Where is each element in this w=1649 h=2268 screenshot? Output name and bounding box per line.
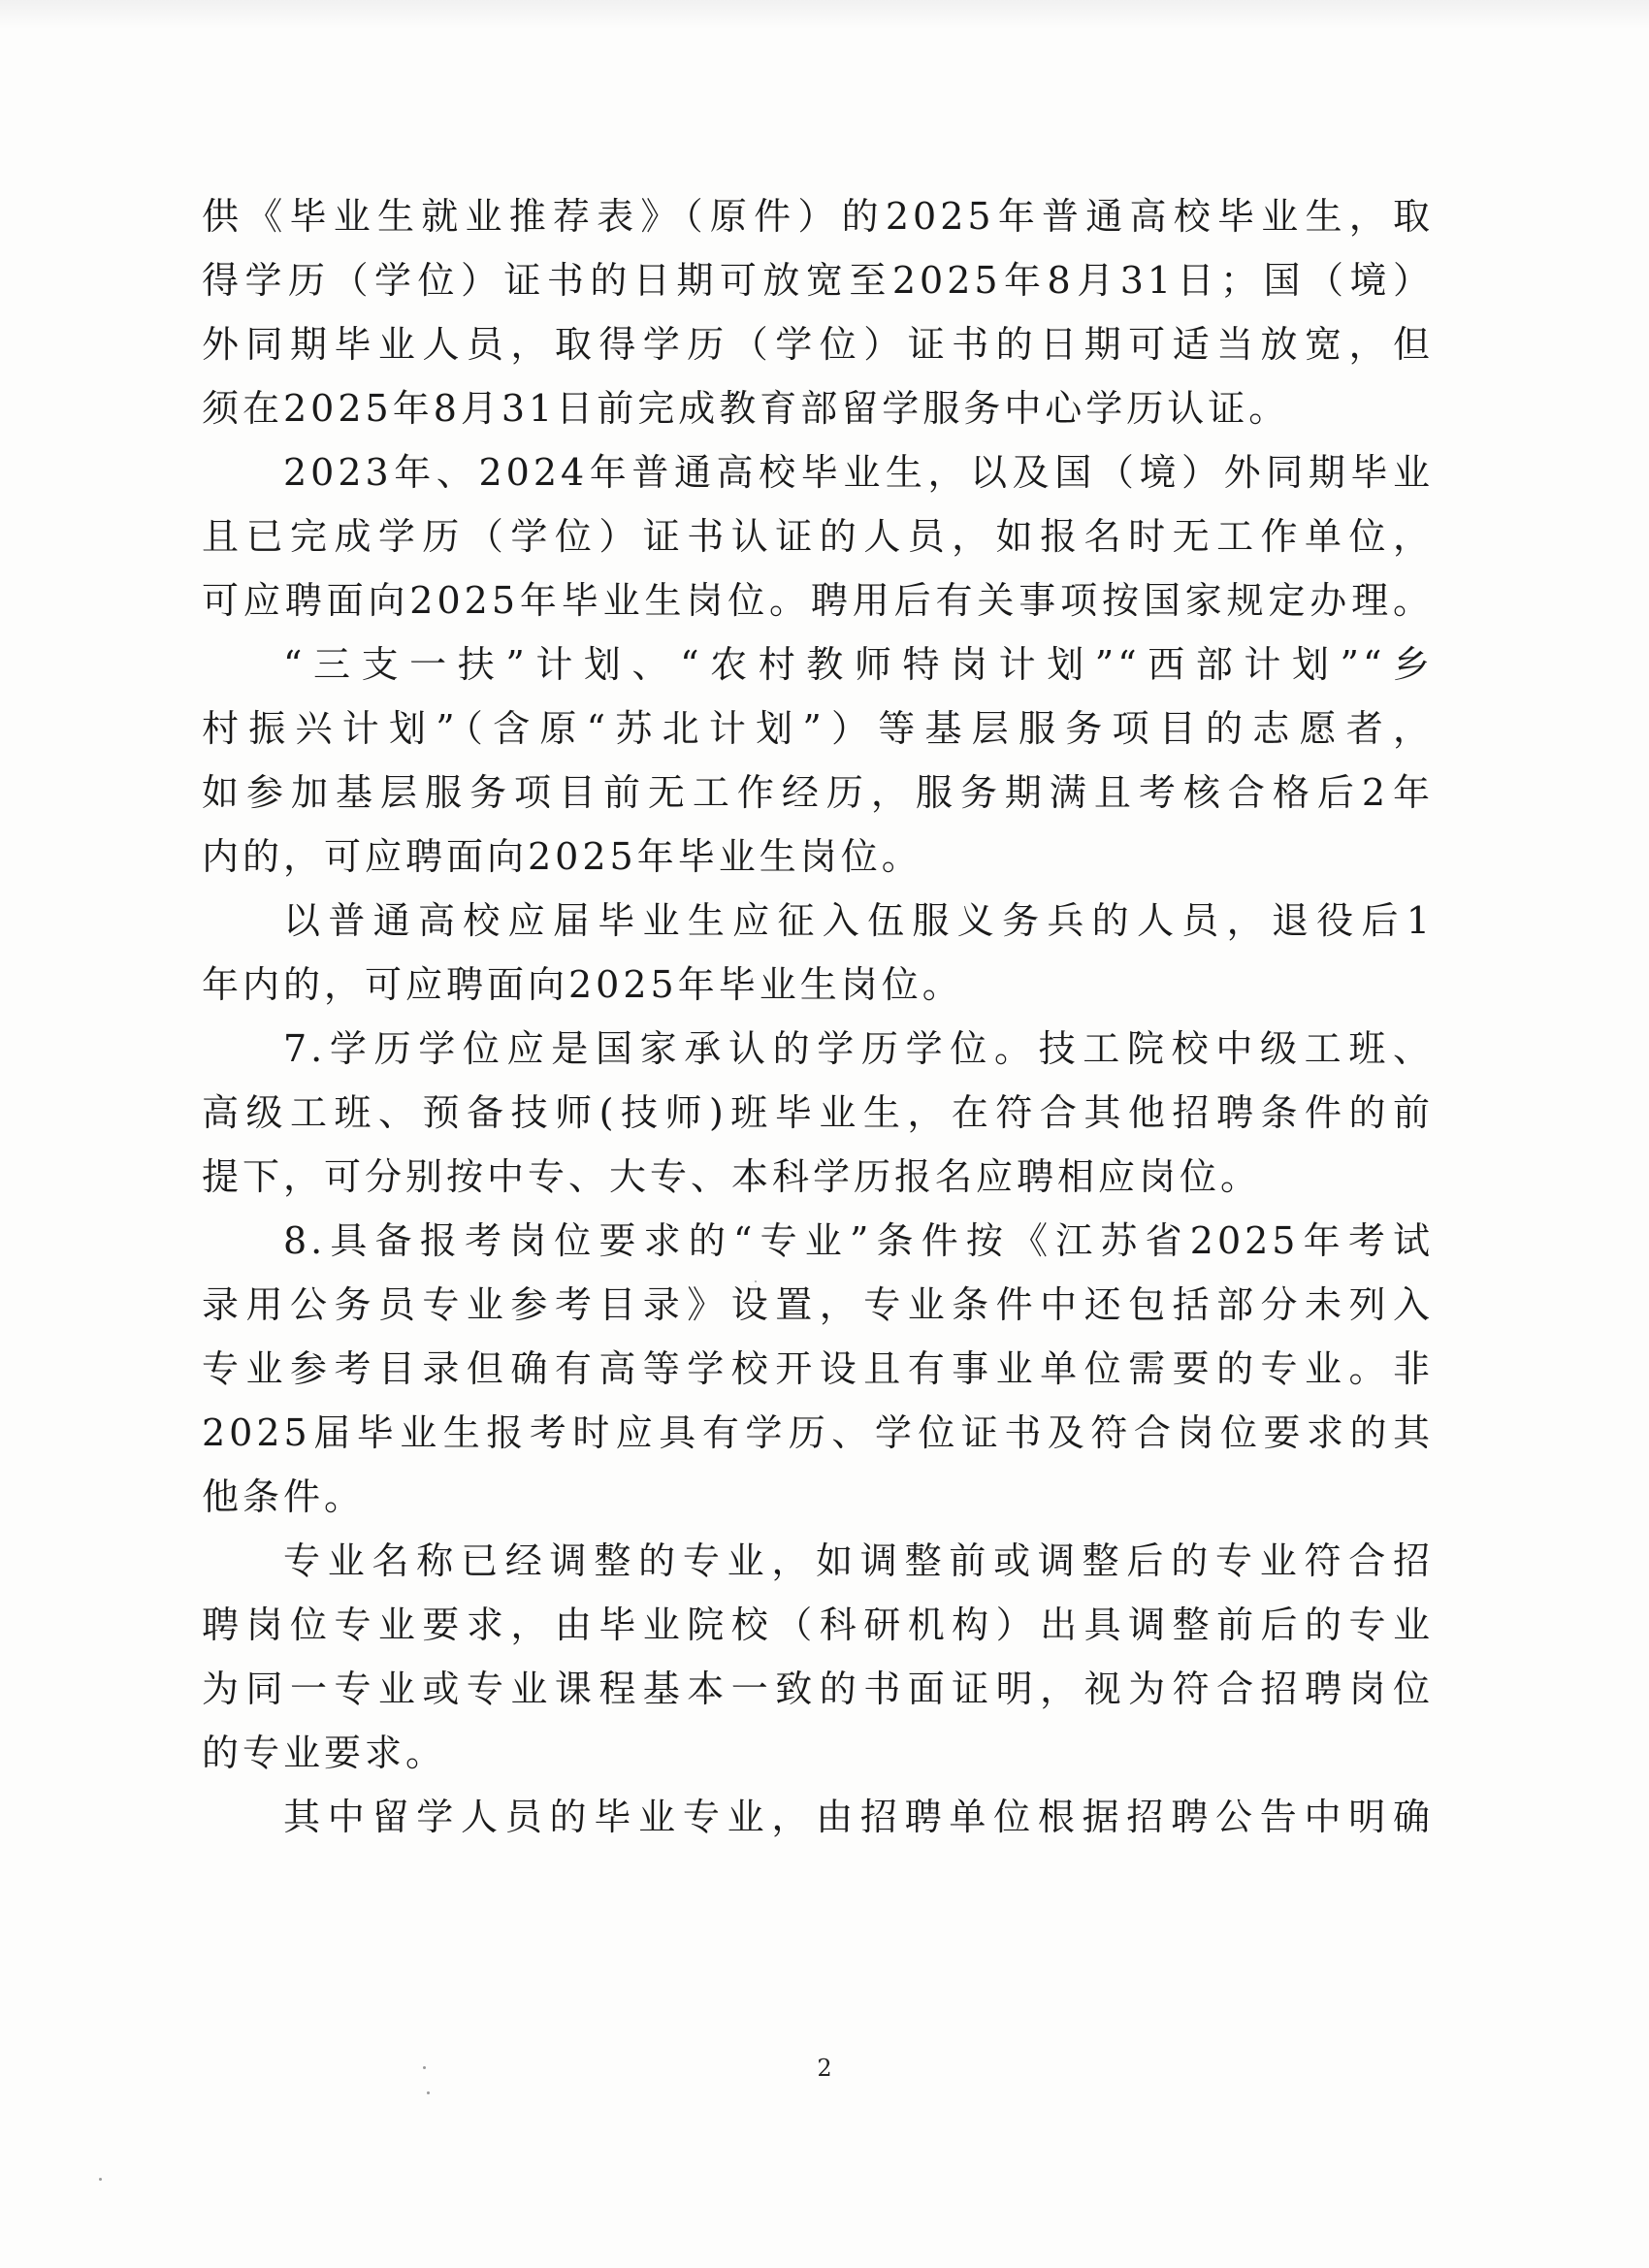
scan-speck [423,2066,426,2069]
text-line: 为同一专业或专业课程基本一致的书面证明，视为符合招聘岗位 [202,1668,1434,1710]
text-line: 高级工班、预备技师(技师)班毕业生，在符合其他招聘条件的前 [202,1091,1434,1134]
text-line: 得学历（学位）证书的日期可放宽至2025年8月31日；国（境） [202,259,1434,302]
text-line: 村振兴计划”（含原“苏北计划”）等基层服务项目的志愿者， [202,707,1434,750]
body-text [202,184,1434,1849]
text-line: “三支一扶”计划、“农村教师特岗计划”“西部计划”“乡 [283,643,1434,686]
text-line: 其中留学人员的毕业专业，由招聘单位根据招聘公告中明确 [283,1796,1434,1838]
scan-speck [755,1280,757,1282]
text-line: 7.学历学位应是国家承认的学历学位。技工院校中级工班、 [283,1027,1434,1070]
scan-speck [99,2178,102,2181]
text-line: 2023年、2024年普通高校毕业生，以及国（境）外同期毕业 [283,451,1434,494]
text-line: 供《毕业生就业推荐表》（原件）的2025年普通高校毕业生，取 [202,195,1434,238]
text-line: 录用公务员专业参考目录》设置，专业条件中还包括部分未列入 [202,1283,1434,1326]
text-line: 外同期毕业人员，取得学历（学位）证书的日期可适当放宽，但 [202,323,1434,366]
text-line: 8.具备报考岗位要求的“专业”条件按《江苏省2025年考试 [283,1219,1434,1262]
text-line: 年内的，可应聘面向2025年毕业生岗位。 [202,963,963,1006]
text-line: 须在2025年8月31日前完成教育部留学服务中心学历认证。 [202,387,1290,430]
text-line: 的专业要求。 [202,1732,447,1774]
text-line: 专业参考目录但确有高等学校开设且有事业单位需要的专业。非 [202,1347,1434,1390]
text-line: 如参加基层服务项目前无工作经历，服务期满且考核合格后2年 [202,771,1434,814]
text-line: 聘岗位专业要求，由毕业院校（科研机构）出具调整前后的专业 [202,1604,1434,1646]
text-line: 专业名称已经调整的专业，如调整前或调整后的专业符合招 [283,1539,1434,1582]
scan-speck [427,2091,430,2094]
text-line: 且已完成学历（学位）证书认证的人员，如报名时无工作单位， [202,515,1434,558]
text-line: 以普通高校应届毕业生应征入伍服义务兵的人员，退役后1 [283,899,1434,942]
text-line: 2025届毕业生报考时应具有学历、学位证书及符合岗位要求的其 [202,1411,1434,1454]
scan-edge-shadow [0,0,1649,29]
text-line: 可应聘面向2025年毕业生岗位。聘用后有关事项按国家规定办理。 [202,579,1434,622]
text-line: 他条件。 [202,1475,366,1518]
text-line: 内的，可应聘面向2025年毕业生岗位。 [202,835,922,878]
text-line: 提下，可分别按中专、大专、本科学历报名应聘相应岗位。 [202,1155,1262,1198]
page-number: 2 [817,2055,832,2082]
